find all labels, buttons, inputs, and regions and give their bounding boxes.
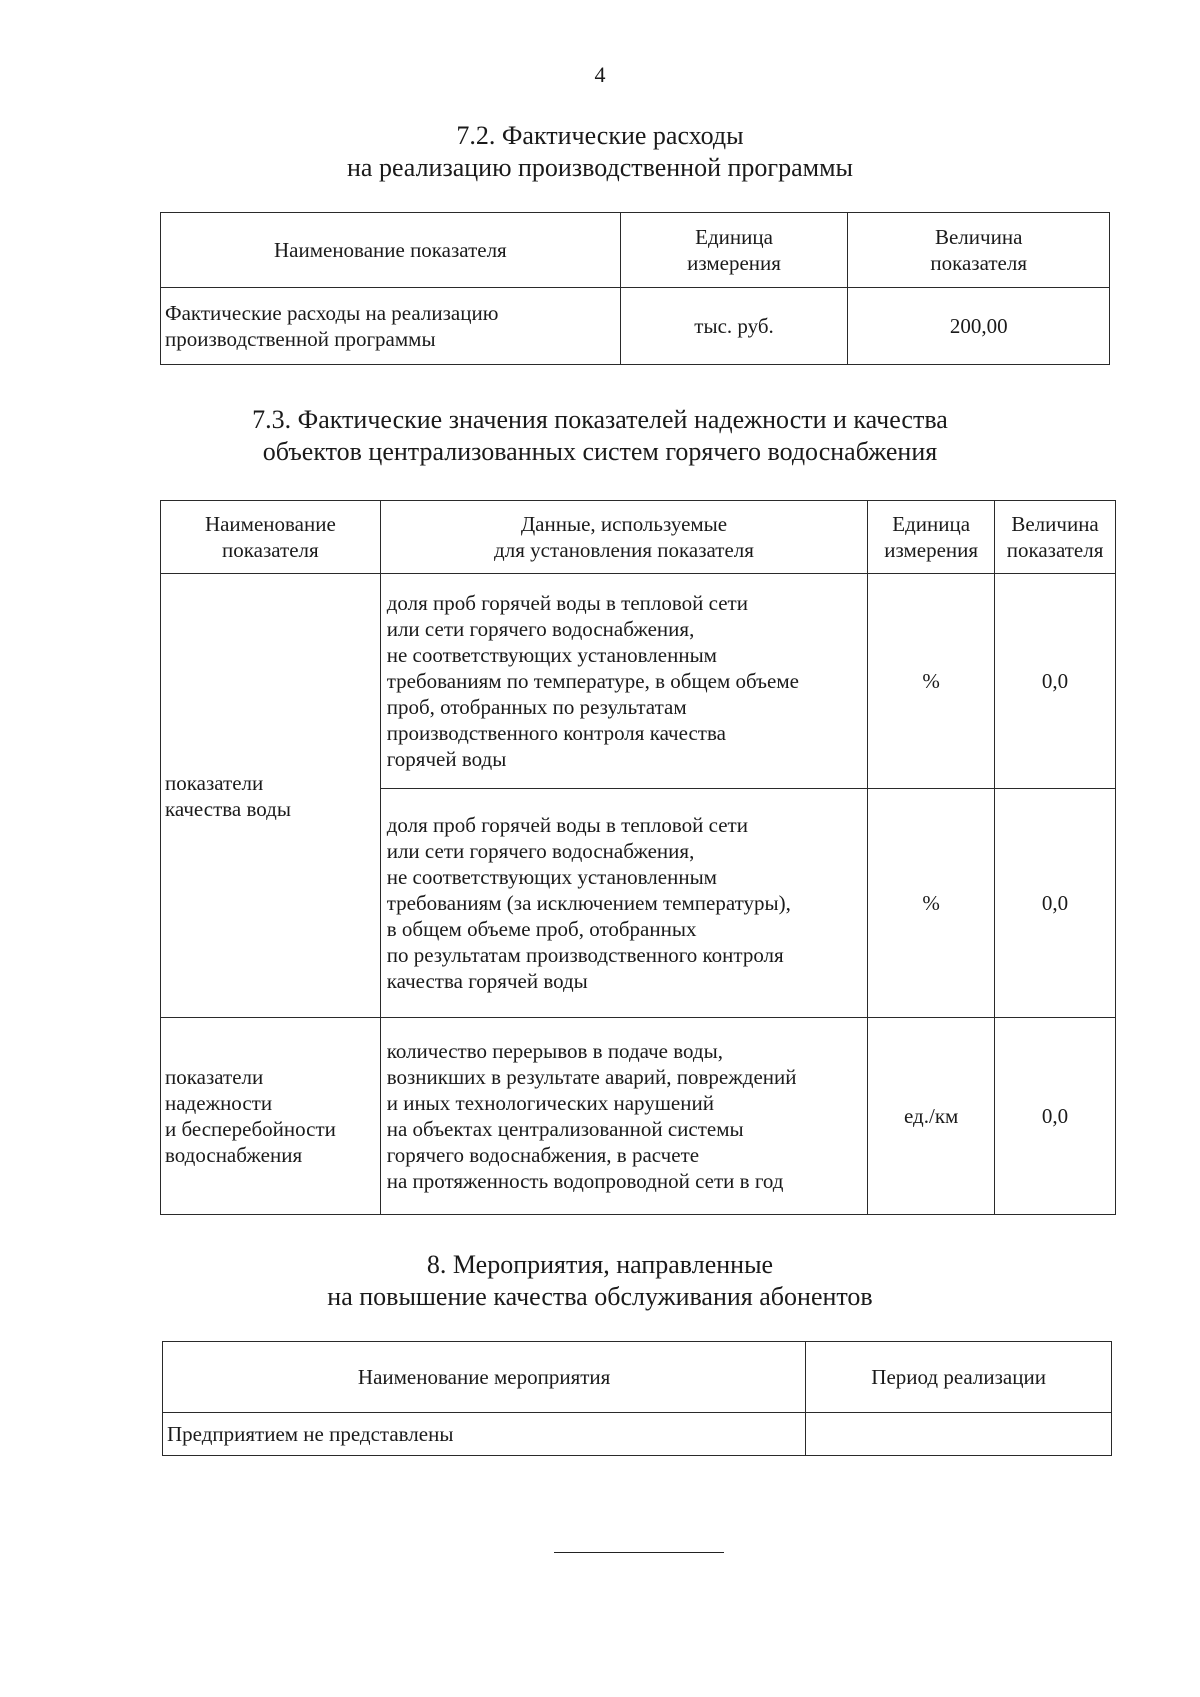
section-7-3-title — [0, 404, 1200, 468]
closing-divider — [554, 1552, 724, 1553]
header-data: Данные, используемые для установления показателя — [380, 501, 868, 574]
table-row — [161, 574, 1116, 789]
cell-unit: % — [868, 789, 995, 1018]
section-title-line: 7.3. Фактические значения показателей надежности и качества — [252, 405, 948, 434]
cell-group-name: показатели надежности и бесперебойности водоснабжения — [161, 1018, 381, 1215]
cell-group-name: показатели качества воды — [161, 574, 381, 1018]
cell-value: 200,00 — [848, 288, 1110, 365]
cell-unit: % — [868, 574, 995, 789]
cell-value: 0,0 — [995, 789, 1116, 1018]
actual-expenses-table — [160, 212, 1110, 365]
cell-unit: ед./км — [868, 1018, 995, 1215]
cell-value: 0,0 — [995, 1018, 1116, 1215]
cell-period — [806, 1413, 1112, 1456]
section-8-title — [0, 1249, 1200, 1313]
header-value: Величина показателя — [995, 501, 1116, 574]
cell-data: доля проб горячей воды в тепловой сети или сети горячего водоснабжения, не соответствующих установленным требованиям (за исключением температуры), в общем объеме проб, отобранных по результатам производственного контроля качества горячей воды — [380, 789, 868, 1018]
cell-name: Предприятием не представлены — [163, 1413, 806, 1456]
header-name: Наименование показателя — [161, 501, 381, 574]
cell-name: Фактические расходы на реализацию производственной программы — [161, 288, 621, 365]
section-7-2-title — [0, 120, 1200, 184]
cell-unit: тыс. руб. — [620, 288, 848, 365]
table-row — [163, 1413, 1112, 1456]
section-title-line: объектов централизованных систем горячего водоснабжения — [262, 437, 938, 466]
header-unit: Единица измерения — [868, 501, 995, 574]
cell-data: количество перерывов в подаче воды, возникших в результате аварий, повреждений и иных технологических нарушений на объектах централизованной системы горячего водоснабжения, в расчете на протяженность водопроводной сети в год — [380, 1018, 868, 1215]
table-row — [161, 288, 1110, 365]
cell-data: доля проб горячей воды в тепловой сети или сети горячего водоснабжения, не соответствующих установленным требованиям по температуре, в общем объеме проб, отобранных по результатам производственного контроля качества горячей воды — [380, 574, 868, 789]
header-unit: Единица измерения — [620, 213, 848, 288]
section-title-line: на реализацию производственной программы — [346, 153, 853, 182]
header-period: Период реализации — [806, 1342, 1112, 1413]
table-header-row — [161, 213, 1110, 288]
table-header-row — [163, 1342, 1112, 1413]
section-title-line: на повышение качества обслуживания абонентов — [327, 1282, 873, 1311]
table-row — [161, 1018, 1116, 1215]
reliability-quality-table — [160, 500, 1116, 1215]
section-title-line: 7.2. Фактические расходы — [456, 121, 744, 150]
header-value: Величина показателя — [848, 213, 1110, 288]
cell-value: 0,0 — [995, 574, 1116, 789]
header-name: Наименование показателя — [161, 213, 621, 288]
table-header-row — [161, 501, 1116, 574]
header-name: Наименование мероприятия — [163, 1342, 806, 1413]
section-title-line: 8. Мероприятия, направленные — [426, 1250, 774, 1279]
page-number: 4 — [594, 62, 606, 87]
service-measures-table — [162, 1341, 1112, 1456]
